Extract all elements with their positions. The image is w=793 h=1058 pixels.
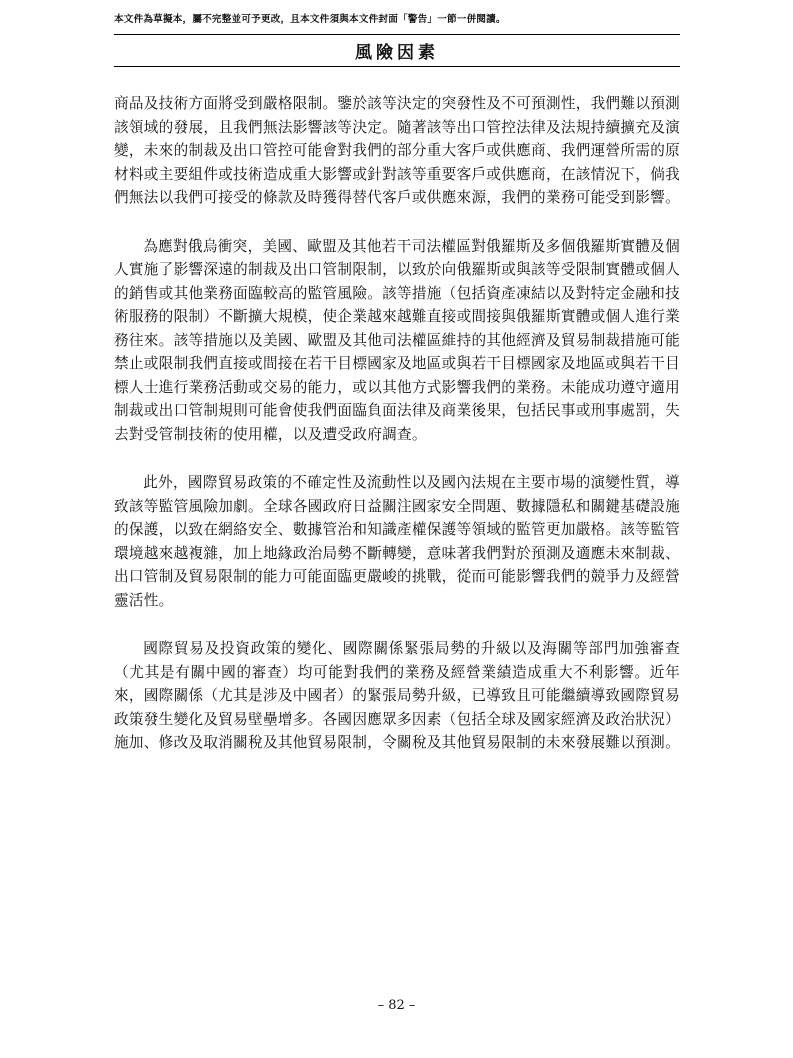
page-number: – 82 – — [377, 998, 416, 1013]
body-content — [114, 92, 680, 780]
paragraph-international-relations: 國際貿易及投資政策的變化、國際關係緊張局勢的升級以及海關等部門加強審查（尤其是有關中國的審查）均可能對我們的業務及經營業績造成重大不利影響。近年來，國際關係（尤其是涉及中國者）的緊張局勢升級，已導致且可能繼續導致國際貿易政策發生變化及貿易壁壘增多。各國因應眾多因素（包括全球及國家經濟及政治狀況）施加、修改及取消關稅及其他貿易限制，令關稅及其他貿易限制的未來發展難以預測。 — [114, 640, 680, 751]
header-rule-bottom — [114, 66, 680, 67]
paragraph-trade-policy-uncertainty: 此外，國際貿易政策的不確定性及流動性以及國內法規在主要市場的演變性質，導致該等監管風險加劇。全球各國政府日益關注國家安全問題、數據隱私和關鍵基礎設施的保護，以致在網絡安全、數據管治和知識產權保護等領域的監管更加嚴格。該等監管環境越來越複雜，加上地緣政治局勢不斷轉變，意味著我們對於預測及適應未來制裁、出口管制及貿易限制的能力可能面臨更嚴峻的挑戰，從而可能影響我們的競爭力及經營靈活性。 — [114, 474, 680, 609]
section-title: 風險因素 — [355, 43, 439, 63]
header-rule-top — [114, 34, 680, 35]
paragraph-sanctions: 為應對俄烏衝突，美國、歐盟及其他若干司法權區對俄羅斯及多個俄羅斯實體及個人實施了影響深遠的制裁及出口管制限制，以致於向俄羅斯或與該等受限制實體或個人的銷售或其他業務面臨較高的監管風險。該等措施（包括資產凍結以及對特定金融和技術服務的限制）不斷擴大規模，使企業越來越難直接或間接與俄羅斯實體或個人進行業務往來。該等措施以及美國、歐盟及其他司法權區維持的其他經濟及貿易制裁措施可能禁止或限制我們直接或間接在若干目標國家及地區或與若干目標國家及地區或與若干目標人士進行業務活動或交易的能力，或以其他方式影響我們的業務。未能成功遵守適用制裁或出口管制規則可能會使我們面臨負面法律及商業後果，包括民事或刑事處罰，失去對受管制技術的使用權，以及遭受政府調查。 — [114, 237, 680, 443]
paragraph-continuation: 商品及技術方面將受到嚴格限制。鑒於該等決定的突發性及不可預測性，我們難以預測該領域的發展，且我們無法影響該等決定。隨著該等出口管控法律及法規持續擴充及演變，未來的制裁及出口管控可能會對我們的部分重大客戶或供應商、我們運營所需的原材料或主要組件或技術造成重大影響或針對該等重要客戶或供應商，在該情況下，倘我們無法以我們可接受的條款及時獲得替代客戶或供應來源，我們的業務可能受到影響。 — [114, 95, 680, 206]
draft-notice: 本文件為草擬本，屬不完整並可予更改，且本文件須與本文件封面「警告」一節一併閱讀。 — [114, 14, 506, 25]
